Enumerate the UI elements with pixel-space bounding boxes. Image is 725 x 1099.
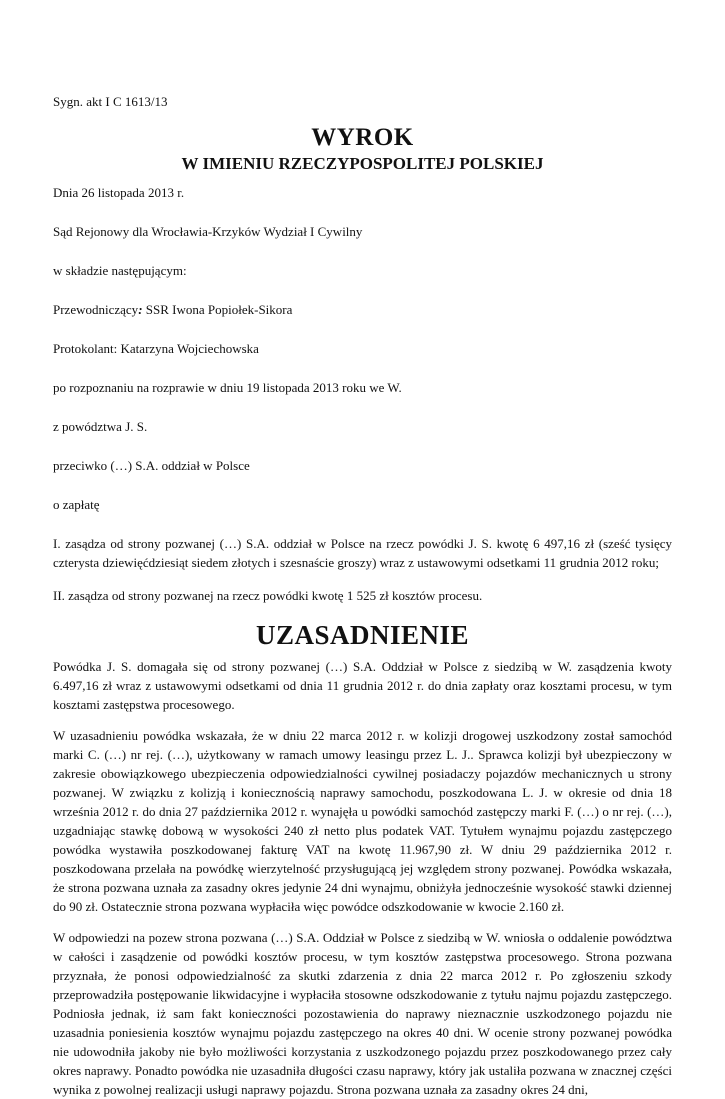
hearing-line: po rozpoznaniu na rozprawie w dniu 19 listopada 2013 roku we W. [53,380,402,395]
justification-paragraph-2: W uzasadnieniu powódka wskazała, że w dniu 22 marca 2012 r. w kolizji drogowej uszkodzony został samochód marki C. (…) nr rej. (…), użytkowany w ramach umowy leasingu przez L. J.. Sprawca kolizji był ubezpieczony w zakresie obowiązkowego ubezpieczenia odpowiedzialności cywilnej posiadaczy pojazdów mechanicznych u strony pozwanej. W związku z kolizją i koniecznością naprawy samochodu, poszkodowana L. J. w okresie od dnia 18 września 2012 r. do dnia 27 października 2012 r. wynajęła u powódki samochód zastępczy marki F. (…) o nr rej. (…), uzgadniając stawkę dobową w wysokości 240 zł netto plus podatek VAT. Tytułem wynajmu pojazdu zastępczego powódka wystawiła poszkodowanej fakturę VAT na kwotę 11.967,90 zł. W dniu 29 października 2012 r. poszkodowana przelała na powódkę wierzytelność przysługującą jej względem strony pozwanej. Powódka wskazała, że strona pozwana uznała za zasadny okres jedynie 24 dni wynajmu, obniżyła jednocześnie wysokość stawki dziennej do 90 zł. Ostatecznie strona pozwana wypłaciła więc powódce odszkodowanie w kwocie 2.160 zł. [53,728,672,914]
case-signature: Sygn. akt I C 1613/13 [53,94,168,109]
defendant-line: przeciwko (…) S.A. oddział w Polsce [53,458,250,473]
presiding-label: Przewodniczący [53,302,139,317]
judgment-subtitle: W IMIENIU RZECZYPOSPOLITEJ POLSKIEJ [181,154,544,173]
justification-paragraph-3: W odpowiedzi na pozew strona pozwana (…) S.A. Oddział w Polsce z siedzibą w W. wniosła o oddalenie powództwa w całości i zasądzenie od powódki kosztów procesu, w tym kosztów zastępstwa procesowego. Strona pozwana przyznała, że ponosi odpowiedzialność za skutki zdarzenia z dnia 22 marca 2012 r. Po zgłoszeniu szkody przeprowadziła postępowanie likwidacyjne i wypłaciła stosowne odszkodowanie z tytułu najmu pojazdu zastępczego. Podniosła jednak, iż sam fakt konieczności pozostawienia do naprawy nieznacznie uszkodzonego pojazdu nie uzasadnia poniesienia kosztów wynajmu pojazdu zastępczego na okres 40 dni. W ocenie strony pozwanej powódka nie udowodniła jakoby nie było możliwości korzystania z uszkodzonego pojazdu przez poszkodowanego przez cały okres naprawy. Ponadto powódka nie uzasadniła długości czasu naprawy, który jak ustaliła pozwana w znacznej części wynika z powolnej realizacji usługi naprawy pojazdu. Strona pozwana uznała za zasadny okres 24 dni, [53,930,672,1097]
presiding-name: SSR Iwona Popiołek-Sikora [142,302,293,317]
clerk-line: Protokolant: Katarzyna Wojciechowska [53,341,259,356]
ruling-point-2: II. zasądza od strony pozwanej na rzecz powódki kwotę 1 525 zł kosztów procesu. [53,588,483,603]
presiding-colon: : [138,302,143,317]
plaintiff-line: z powództwa J. S. [53,419,148,434]
judgment-date: Dnia 26 listopada 2013 r. [53,185,185,200]
presiding-judge-line [53,300,672,319]
judgment-title: WYROK [311,124,414,151]
justification-paragraph-1: Powódka J. S. domagała się od strony pozwanej (…) S.A. Oddział w Polsce z siedzibą w W. zasądzenia kwoty 6.497,16 zł wraz z ustawowymi odsetkami od dnia 11 grudnia 2012 r. do dnia zapłaty oraz kosztami procesu, w tym kosztami zastępstwa procesowego. [53,659,672,712]
court-name: Sąd Rejonowy dla Wrocławia-Krzyków Wydział I Cywilny [53,224,363,239]
justification-title: UZASADNIENIE [255,620,470,650]
subject-line: o zapłatę [53,497,100,512]
composition-intro: w składzie następującym: [53,263,187,278]
ruling-point-1: I. zasądza od strony pozwanej (…) S.A. oddział w Polsce na rzecz powódki J. S. kwotę 6 497,16 zł (sześć tysięcy czterysta dziewięćdziesiąt siedem złotych i szesnaście groszy) wraz z ustawowymi odsetkami 11 grudnia 2012 roku; [53,536,672,570]
